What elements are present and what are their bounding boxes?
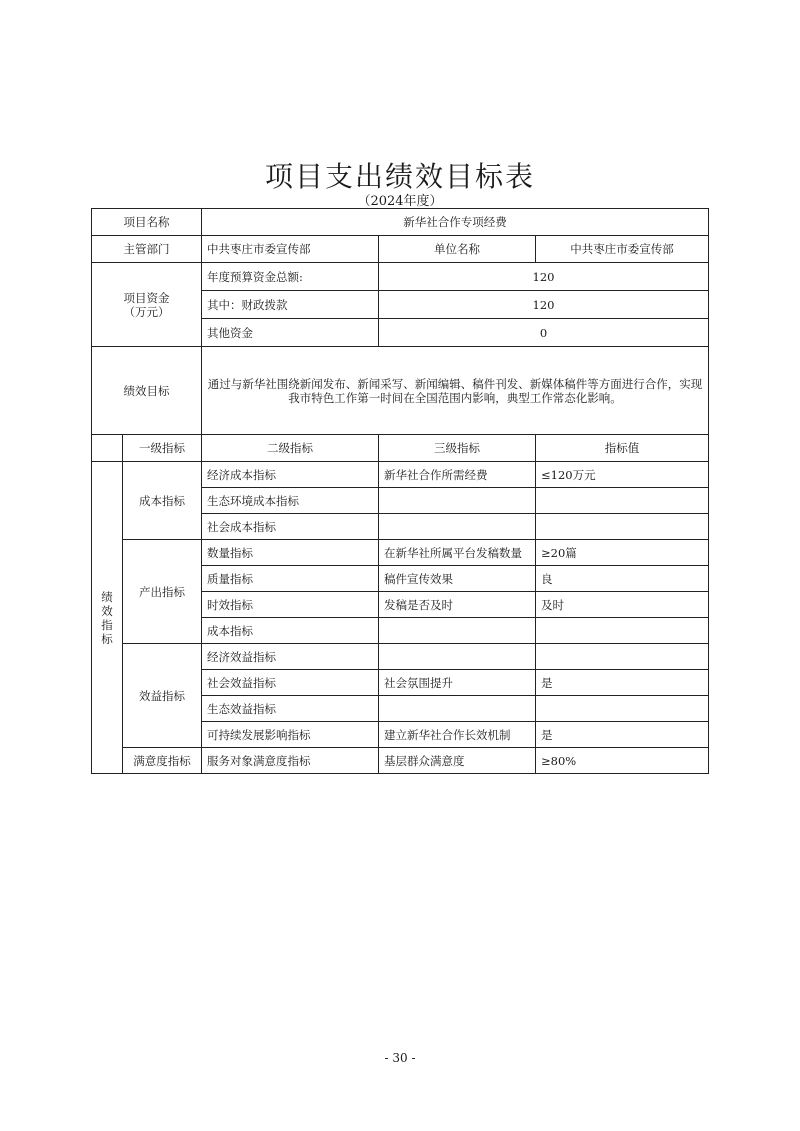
level2-cell: 质量指标	[202, 566, 379, 592]
project-name-label: 项目名称	[92, 209, 202, 236]
header-value: 指标值	[536, 435, 709, 462]
level3-cell: 基层群众满意度	[379, 748, 536, 774]
project-name-value: 新华社合作专项经费	[202, 209, 709, 236]
level3-cell: 发稿是否及时	[379, 592, 536, 618]
indicators-label-char: 绩	[101, 589, 113, 604]
goal-text: 通过与新华社围绕新闻发布、新闻采写、新闻编辑、稿件刊发、新媒体稿件等方面进行合作，实现我市特色工作第一时间在全国范围内影响，典型工作常态化影响。	[202, 347, 709, 435]
row-project-name	[92, 209, 709, 236]
level3-cell	[379, 644, 536, 670]
level2-cell: 经济成本指标	[202, 462, 379, 488]
value-cell: 及时	[536, 592, 709, 618]
value-cell: ≤120万元	[536, 462, 709, 488]
level2-cell: 生态环境成本指标	[202, 488, 379, 514]
satisfaction-group-label: 满意度指标	[123, 748, 202, 774]
value-cell: 是	[536, 670, 709, 696]
page-subtitle: （2024年度）	[357, 194, 443, 209]
cost-group-label: 成本指标	[123, 462, 202, 540]
funds-fiscal-label: 其中：财政拨款	[202, 291, 379, 319]
row-department	[92, 236, 709, 263]
unit-label: 单位名称	[379, 236, 536, 263]
table-row	[92, 540, 709, 566]
level2-cell: 社会成本指标	[202, 514, 379, 540]
value-cell: 良	[536, 566, 709, 592]
benefit-group-label: 效益指标	[123, 644, 202, 748]
header-level3: 三级指标	[379, 435, 536, 462]
level3-cell: 社会氛围提升	[379, 670, 536, 696]
header-level1: 一级指标	[123, 435, 202, 462]
funds-other-value: 0	[379, 319, 709, 347]
funds-other-label: 其他资金	[202, 319, 379, 347]
level3-cell	[379, 618, 536, 644]
indicators-label-char: 效	[101, 603, 113, 618]
funds-total-label: 年度预算资金总额:	[202, 263, 379, 291]
value-cell	[536, 644, 709, 670]
level2-cell: 数量指标	[202, 540, 379, 566]
level3-cell: 新华社合作所需经费	[379, 462, 536, 488]
funds-label-line2: （万元）	[123, 304, 170, 319]
level3-cell: 在新华社所属平台发稿数量	[379, 540, 536, 566]
dept-label: 主管部门	[92, 236, 202, 263]
level2-cell: 经济效益指标	[202, 644, 379, 670]
row-funds-total	[92, 263, 709, 291]
unit-value: 中共枣庄市委宣传部	[536, 236, 709, 263]
page-number: - 30 -	[384, 1051, 416, 1065]
indicators-label-char: 指	[101, 617, 113, 632]
funds-fiscal-value: 120	[379, 291, 709, 319]
page-title: 项目支出绩效目标表	[264, 160, 535, 193]
funds-label	[92, 263, 202, 347]
level2-cell: 时效指标	[202, 592, 379, 618]
value-cell: ≥80%	[536, 748, 709, 774]
level2-cell: 服务对象满意度指标	[202, 748, 379, 774]
table-row	[92, 462, 709, 488]
value-cell	[536, 514, 709, 540]
level3-cell	[379, 488, 536, 514]
level2-cell: 社会效益指标	[202, 670, 379, 696]
value-cell: 是	[536, 722, 709, 748]
indicators-vertical-label	[92, 462, 123, 774]
header-blank-cell	[92, 435, 123, 462]
table-row	[92, 644, 709, 670]
row-indicator-headers	[92, 435, 709, 462]
level3-cell	[379, 514, 536, 540]
output-group-label: 产出指标	[123, 540, 202, 644]
level3-cell: 稿件宣传效果	[379, 566, 536, 592]
table-row	[92, 748, 709, 774]
value-cell	[536, 618, 709, 644]
goal-label: 绩效目标	[92, 347, 202, 435]
level2-cell: 生态效益指标	[202, 696, 379, 722]
header-level2: 二级指标	[202, 435, 379, 462]
performance-table	[91, 208, 709, 774]
funds-total-value: 120	[379, 263, 709, 291]
value-cell	[536, 488, 709, 514]
dept-value: 中共枣庄市委宣传部	[202, 236, 379, 263]
level3-cell	[379, 696, 536, 722]
level2-cell: 成本指标	[202, 618, 379, 644]
row-goal	[92, 347, 709, 435]
indicators-label-char: 标	[101, 631, 113, 646]
value-cell	[536, 696, 709, 722]
level2-cell: 可持续发展影响指标	[202, 722, 379, 748]
level3-cell: 建立新华社合作长效机制	[379, 722, 536, 748]
value-cell: ≥20篇	[536, 540, 709, 566]
funds-label-line1: 项目资金	[123, 290, 170, 305]
